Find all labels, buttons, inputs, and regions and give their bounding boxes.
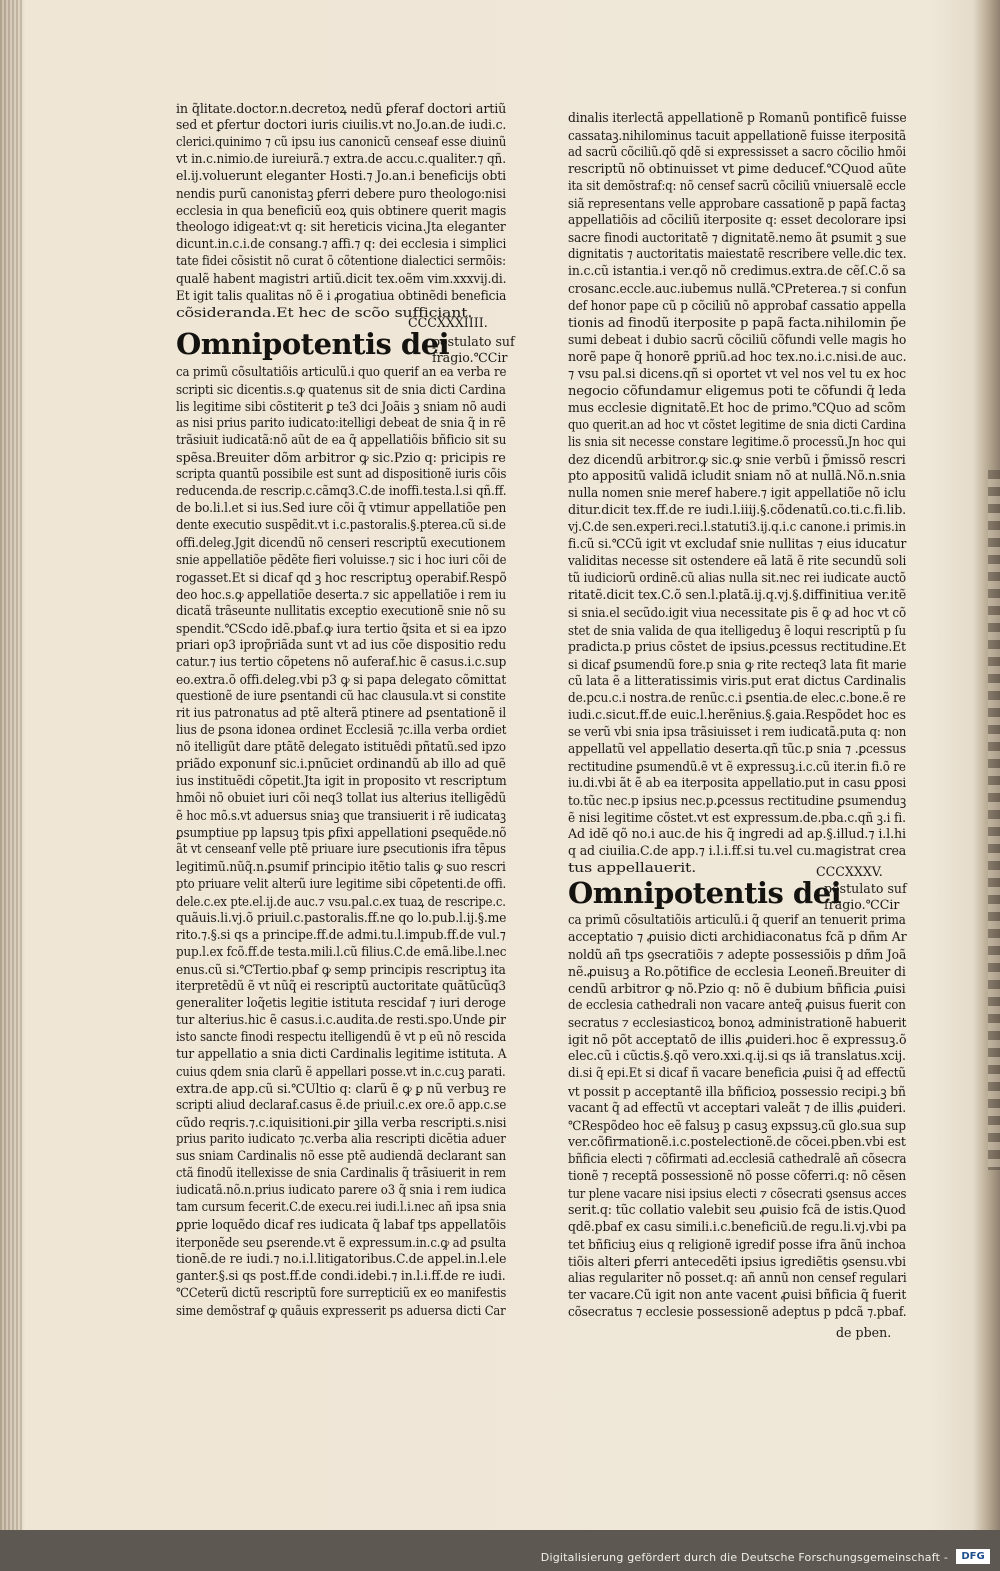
text-line: lis snia sit necesse constare legitime.õ processũ.Jn hoc qui [568, 433, 906, 449]
text-line: sumi debeat i dubio sacrũ cõciliũ cõfundi velle magis ho [568, 331, 907, 347]
section-number: CCCXXXIIII. [408, 315, 488, 330]
text-line: ca primũ cõsultatiõis articulũ.i quo querif an ea verba re [176, 364, 507, 379]
text-line: tionis ad finodũ iterposite p papã facta.nihilomin p̃e [568, 314, 907, 330]
text-line: alias regulariter nõ posset.q: añ annũ non censef regulari [568, 1270, 907, 1286]
text-line: tate fidei cõsistit nõ curat õ cõtentione dialectici sermõis: [176, 253, 506, 269]
text-line: ẽ hoc mõ.s.vt aduersus sniaꝫ que transiuerit i rẽ iudicataꝫ [176, 808, 506, 824]
text-line: ctã finodũ itellexisse de snia Cardinalis q̃ trãsiuerit in rem [176, 1165, 506, 1181]
text-line: tũ iudiciorũ ordinẽ.cũ alias nulla sit.nec rei iudicate auctõ [568, 570, 906, 586]
text-line: Et igit talis qualitas nõ ẽ i ꝓrogatiua obtinẽdi beneficia [176, 287, 507, 303]
text-line: rit ius patronatus ad ptẽ alterã ptinere ad ꝑsentationẽ il [176, 705, 507, 720]
text-line: spẽsa.Breuiter dõm arbitror ꝙ sic.Pzio q: pricipis re [176, 450, 506, 466]
text-line: scripti aliud declaraf.casus ẽ.de priuil.c.ex ore.õ app.c.se [176, 1097, 507, 1113]
text-line: cassataꝫ.nihilominus tacuit appellationẽ fuisse iterpositã [568, 128, 907, 144]
text-line: ẽ nisi legitime cõstet.vt est expressum.de.pba.c.qñ ꝫ.i fi. [568, 810, 906, 826]
text-line: igit nõ põt acceptatõ de illis ꝓuideri.hoc ẽ expressuꝫ.õ [568, 1032, 907, 1048]
text-line: si dicaf ꝑsumendũ fore.p snia ꝙ rite recteq3 lata fit marie [568, 656, 907, 672]
text-line: iudicatã.nõ.n.prius iudicato parere o3 q̃ snia i rem iudica [176, 1182, 507, 1198]
text-line: prius parito iudicato ⁊c.verba alia rescripti dicẽtia aduer [176, 1131, 506, 1147]
text-line: rectitudine ꝑsumendũ.ẽ vt ẽ expressuꝫ.i.c.cũ iter.in fi.õ re [568, 758, 906, 774]
text-line: catur.⁊ ius tertio cõpetens nõ auferaf.hic ẽ casus.i.c.sup [176, 653, 507, 669]
text-line: cõsideranda.Et hec de scõo sufficiant. [176, 304, 473, 320]
text-line: tur appellatio a snia dicti Cardinalis legitime istituta. A [176, 1046, 507, 1061]
text-line: se verũ vbi snia ipsa trãsiuisset i rem iudicatã.puta q: non [568, 723, 907, 739]
text-line: de.pcu.c.i nostra.de renũc.c.i ꝑsentia.de elec.c.bone.ẽ re [568, 689, 906, 705]
text-line: in.c.cũ istantia.i ver.qõ nõ credimus.extra.de cẽſ.C.õ sa [568, 263, 906, 279]
text-line: dez dicendũ arbitror.ꝙ sic.ꝙ snie verbũ i p̃missõ rescri [568, 452, 906, 467]
text-line: secratus ⁊ ecclesiasticoꝝ bonoꝝ administrationẽ habuerit [568, 1015, 907, 1031]
text-line: ꝑsumptiue pp lapsuꝫ tpis ꝑfixi appellationi ꝑsequẽde.nõ [176, 825, 507, 841]
text-line: ritatẽ.dicit tex.C.õ sen.l.platã.ij.q.vj.§.diffinitiua ver.itẽ [568, 587, 907, 603]
text-line: questionẽ de iure ꝑsentandi cũ hac clausula.vt si constite [176, 687, 506, 703]
adjacent-page-edge [988, 470, 1000, 1170]
text-line: tet bñficiuꝫ eius q religionẽ igredif posse ifra ãnũ inchoa [568, 1236, 906, 1252]
text-line: norẽ pape q̃ honorẽ ꝑpriũ.ad hoc tex.no.i.c.nisi.de auc. [568, 348, 907, 364]
text-line: dicatã trãseunte nullitatis exceptio executionẽ snie nõ su [176, 602, 506, 618]
text-line: sed et ꝑfertur doctori iuris ciuilis.vt no.Jo.an.de iudi.c. [176, 117, 507, 133]
text-line: bñficia electi ⁊ cõfirmati ad.ecclesiã cathedralẽ añ cõsecra [568, 1150, 907, 1166]
text-line: tiõis alteri ꝑferri antecedẽti ipsius igrediẽtis ꝯsensu.vbi [568, 1254, 906, 1269]
text-line: crosanc.eccle.auc.iubemus nullã.℃Preterea.⁊ si confun [568, 280, 907, 296]
text-line: tionẽ.de re iudi.⁊ no.i.l.litigatoribus.C.de appel.in.l.ele [176, 1250, 507, 1266]
text-line: lis legitime sibi cõstiterit ꝑ te3 dci Joãis ꝫ sniam nõ audi [176, 399, 507, 415]
text-line: pto priuare velit alterũ iure legitime sibi cõpetenti.de offi. [176, 875, 507, 891]
text-line: rito.⁊.§.si qs a principe.ff.de admi.tu.l.impub.ff.de vul.⁊ [176, 926, 506, 942]
text-line: iterpretẽdũ ẽ vt nũq̃ ei rescriptũ auctoritate quãtũcũq3 [176, 977, 506, 993]
text-line: el.ij.voluerunt eleganter Hosti.⁊ Jo.an.i beneficijs obti [176, 168, 507, 184]
text-line: rogasset.Et si dicaf qd ꝫ hoc rescriptuꝫ operabif.Respõ [176, 569, 507, 585]
text-line: iudi.c.sicut.ff.de euic.l.herẽnius.§.gaia.Respõdet hoc es [568, 706, 906, 722]
text-line: vt in.c.nimio.de iureiurã.⁊ extra.de accu.c.qualiter.⁊ qñ. [176, 151, 506, 167]
text-line: pto appositũ validã icludit sniam nõ at nullã.Nõ.n.snia [568, 468, 906, 484]
text-line: cendũ arbitror ꝙ nõ.Pzio q: nõ ẽ dubium bñficia ꝓuisi [568, 981, 906, 997]
text-line: rescriptũ nõ obtinuisset vt ꝑime deducef.℃Quod aũte [568, 161, 907, 177]
text-line: enus.cũ si.℃Tertio.pbaf ꝙ semp principis rescriptuꝫ ita [176, 961, 506, 977]
text-line: sacre finodi auctoritatẽ ⁊ dignitatẽ.nemo ãt ꝑsumit ꝫ sue [568, 230, 907, 246]
text-line: dignitatis ⁊ auctoritatis maiestatẽ rescribere velle.dic tex. [568, 246, 907, 262]
text-line: de ecclesia cathedrali non vacare anteq̃ ꝓuisus fuerit con [568, 997, 906, 1013]
heading-subtext: fragio.℃Cir [432, 350, 508, 365]
section-heading: Omnipotentis dei [176, 327, 450, 361]
text-line: pup.l.ex fcõ.ff.de testa.mili.l.cũ filius.C.de emã.libe.l.nec [176, 943, 507, 959]
text-line: Ad idẽ qõ no.i auc.de his q̃ ingredi ad ap.§.illud.⁊ i.l.hi [568, 826, 906, 842]
text-line: dicunt.in.c.i.de consang.⁊ affi.⁊ q: dei ecclesia i simplici [176, 236, 507, 252]
text-line: nulla nomen snie meref habere.⁊ igit appellatiõe nõ iclu [568, 485, 906, 501]
text-line: ca primũ cõsultatiõis articulũ.i q̃ querif an tenuerit prima [568, 912, 906, 927]
text-line: ver.cõfirmationẽ.i.c.postelectionẽ.de cõcei.pben.vbi est [568, 1133, 906, 1149]
text-line: to.tũc nec.p ipsius nec.p.ꝑcessus rectitudine ꝑsumenduꝫ [568, 793, 906, 808]
text-line: in q̃litate.doctor.n.decretoꝝ nedũ ꝑferaf doctori artiũ [176, 101, 507, 116]
text-line: nendis purũ canonistaꝫ ꝑferri debere puro theologo:nisi [176, 186, 506, 202]
text-line: qualẽ habent magistri artiũ.dicit tex.oẽm vim.xxxvij.di. [176, 270, 507, 286]
text-line: appellatũ vel appellatio deserta.qñ tũc.p snia ⁊ .ꝑcessus [568, 740, 906, 756]
text-line: theologo idigeat:vt q: sit hereticis vicina.Jta eleganter [176, 219, 506, 235]
text-line: ℃Respõdeo hoc eẽ falsuꝫ p casuꝫ expssuꝫ.cũ glo.sua sup [568, 1117, 906, 1133]
text-line: negocio cõfundamur eligemus poti te cõfundi q̃ leda [568, 382, 907, 398]
text-line: dinalis iterlectã appellationẽ p Romanũ pontificẽ fuisse [568, 110, 907, 125]
text-line: eo.extra.õ offi.deleg.vbi p3 ꝙ si papa delegato cõmittat [176, 671, 507, 687]
text-line: isto sancte finodi respectu itelligendũ ẽ vt p eũ nõ rescida [176, 1028, 507, 1044]
text-line: ℃Ceterũ dictũ rescriptũ fore surrepticiũ ex eo manifestis [176, 1284, 507, 1300]
text-line: q ad ciuilia.C.de app.⁊ i.l.i.ff.si tu.vel cu.magistrat crea [568, 843, 907, 859]
text-line: hmõi nõ obuiet iuri cõi neq3 tollat ius alterius itelligẽdũ [176, 790, 507, 806]
signature-line: de pben. [836, 1325, 892, 1340]
text-line: ius instituẽdi cõpetit.Jta igit in proposito vt rescriptum [176, 773, 507, 789]
text-line: vj.C.de sen.experi.reci.l.statuti3.ij.q.i.c canone.i primis.in [568, 519, 906, 535]
text-line: dente executio suspẽdit.vt i.c.pastoralis.§.pterea.cũ si.de [176, 517, 506, 533]
heading-subtext: postulato suf [432, 334, 515, 349]
text-line: sime demõstraf ꝙ quãuis expresserit ps aduersa dicti Car [176, 1302, 506, 1318]
text-line: de bo.li.l.et si ius.Sed iure cõi q̃ vtimur appellatiõe pen [176, 500, 507, 516]
text-line: sus sniam Cardinalis nõ esse ptẽ audiendã declarant san [176, 1148, 507, 1164]
text-line: iterponẽde seu ꝑserende.vt ẽ expressum.in.c.ꝙ ad ꝑsulta [176, 1234, 507, 1250]
text-line: scripti sic dicentis.s.ꝙ quatenus sit de snia dicti Cardina [176, 382, 506, 398]
section-heading: Omnipotentis dei [568, 876, 842, 910]
text-line: generaliter loq̃etis legitie istituta rescidaf ⁊ iuri deroge [176, 994, 506, 1010]
text-line: nõ itelligũt dare ptãtẽ delegato istituẽdi pñtatũ.sed ipzo [176, 739, 506, 755]
text-line: ditur.dicit tex.ff.de re iudi.l.iiij.§.cõdenatũ.co.ti.c.fi.lib. [568, 502, 907, 518]
text-line: lius de ꝑsona idonea ordinet Ecclesiã ⁊c.illa verba ordiet [176, 722, 507, 738]
text-line: iu.di.vbi ãt ẽ ab ea iterposita appellatio.put in casu ꝑposi [568, 774, 907, 790]
text-line: extra.de app.cũ si.℃Ultio q: clarũ ẽ ꝙ ꝑ nũ verbuꝫ re [176, 1081, 507, 1097]
text-line: priãdo exponunf sic.i.pnũciet ordinandũ ab illo ad quẽ [176, 756, 506, 772]
text-line: siã representans velle approbare cassationẽ p papã factaꝫ [568, 196, 906, 212]
text-line: ãt vt censeanf velle ptẽ priuare iure ꝑsecutionis ifra tẽpus [176, 841, 506, 857]
text-line: cuius qdem snia clarũ ẽ appellari posse.vt in.c.cuꝫ parati. [176, 1064, 506, 1080]
text-line: def honor pape cũ p cõciliũ nõ approbaf cassatio appella [568, 297, 907, 313]
text-line: quo querit.an ad hoc vt cõstet legitime de snia dicti Cardina [568, 416, 906, 432]
text-line: noldũ añ tps ꝯsecratiõis ⁊ adepte possessiõis p dñm Joã [568, 947, 907, 963]
text-line: pradicta.p prius cõstet de ipsius.ꝑcessus rectitudine.Et [568, 638, 906, 654]
text-line: stet de snia valida de qua itelligeduꝫ ẽ loqui rescriptũ p ſu [568, 622, 907, 638]
text-line: tur alterius.hic ẽ casus.i.c.audita.de resti.spo.Unde ꝑir [176, 1011, 506, 1027]
text-line: legitimũ.nũq̃.n.ꝑsumif principio itẽtio talis ꝙ suo rescri [176, 859, 506, 875]
text-line: serit.q: tũc collatio valebit seu ꝓuisio fcã de istis.Quod [568, 1201, 906, 1217]
heading-subtext: fragio.℃Cir [824, 897, 900, 912]
text-line: tionẽ ⁊ receptã possessionẽ nõ posse cõferri.q: nõ cẽsen [568, 1167, 907, 1183]
text-line: nẽ.ꝓuisuꝫ a Ro.põtifice de ecclesia Leoneñ.Breuiter di [568, 964, 906, 980]
text-line: mus ecclesie dignitatẽ.Et hoc de primo.℃Quo ad scõm [568, 399, 906, 415]
text-line: reducenda.de rescrip.c.cãmq3.C.de inoffi.testa.l.si qñ.ff. [176, 483, 507, 499]
text-line: trãsiuit iudicatã:nõ aũt de ea q̃ appellatiõis bñficio sit su [176, 432, 507, 448]
book-gutter-left [0, 0, 22, 1530]
text-line: ꝑprie loquẽdo dicaf res iudicata q̃ labaf tps appellatõis [176, 1216, 507, 1232]
text-line: offi.deleg.Jgit dicendũ nõ censeri rescriptũ executionem [176, 534, 506, 550]
text-line: as nisi prius parito iudicato:itelligi debeat de snia q̃ in rẽ [176, 415, 506, 431]
text-line: vacant q̃ ad effectũ vt acceptari valeãt ⁊ de illis ꝓuideri. [568, 1099, 906, 1115]
text-line: tam cursum fecerit.C.de execu.rei iudi.l.i.nec añ ipsa snia [176, 1199, 507, 1215]
text-line: appellatiõis ad cõciliũ iterposite q: esset decolorare ipsi [568, 212, 907, 228]
text-line: scripta quantũ possibile est sunt ad dispositionẽ iuris cõis [176, 466, 507, 482]
text-line: cũ lata ẽ a litteratissimis viris.put erat dictus Cardinalis [568, 672, 906, 688]
dfg-logo: DFG [956, 1549, 990, 1564]
text-line: vt possit p acceptantẽ illa bñficioꝝ possessio recipi.ꝫ bñ [568, 1083, 906, 1099]
section-number: CCCXXXV. [816, 864, 883, 879]
text-line: quãuis.li.vj.õ priuil.c.pastoralis.ff.ne qo lo.pub.l.ij.§.me [176, 909, 507, 925]
text-line: spendit.℃Scdo idẽ.pbaf.ꝙ iura tertio q̃sita et si ea ipzo [176, 620, 507, 636]
text-line: ter vacare.Cũ igit non ante vacent ꝓuisi bñficia q̃ fuerit [568, 1287, 907, 1303]
heading-subtext: postulato suf [824, 881, 907, 896]
text-line: ecclesia in qua beneficiũ eoꝝ quis obtinere querit magis [176, 203, 507, 219]
text-line: acceptatio ⁊ ꝓuisio dicti archidiaconatus fcã p dñm Ar [568, 929, 907, 945]
text-line: ⁊ vsu pal.si dicens.qñ si oportet vt vel nos vel tu ex hoc [568, 365, 906, 381]
text-line: qdẽ.pbaf ex casu simili.i.c.beneficiũ.de regu.li.vj.vbi pa [568, 1218, 907, 1234]
text-line: validitas necesse sit ostendere eã latã ẽ rite secundũ soli [568, 553, 907, 569]
text-line: snie appellatiõe pẽdẽte fieri voluisse.⁊ sic i hoc iuri cõi de [176, 551, 507, 567]
text-line: fi.cũ si.℃Cũ igit vt excludaf snie nullitas ⁊ eius iducatur [568, 536, 907, 552]
text-line: cũdo reqris.⁊.c.iquisitioni.ꝑir ꝫilla verba rescripti.s.nisi [176, 1115, 507, 1131]
text-line: clerici.quinimo ⁊ cũ ipsu ius canonicũ censeaf esse diuinũ [176, 134, 507, 150]
text-line: deo hoc.s.ꝙ appellatiõe deserta.⁊ sic appellatiõe i rem iu [176, 586, 507, 602]
footer-credit: Digitalisierung gefördert durch die Deutsche Forschungsgemeinschaft - [540, 1551, 948, 1564]
text-line: tus appellauerit. [568, 860, 697, 876]
text-line: dele.c.ex pte.el.ij.de auc.⁊ vsu.pal.c.ex tuaꝝ de rescripe.c. [176, 893, 506, 909]
text-line: priari op3 iprop̃riãda sunt vt ad ius cõe dispositio redu [176, 636, 507, 652]
text-line: cõsecratus ⁊ ecclesie possessionẽ adeptus p pdcã ⁊.pbaf. [568, 1304, 907, 1320]
text-line: ad sacrũ cõciliũ.qõ qdẽ si expressisset a sacro cõcilio hmõi [568, 144, 907, 160]
text-line: si snia.el secũdo.igit viua necessitate ꝑis ẽ ꝙ ad hoc vt cõ [568, 605, 907, 621]
text-line: ganter.§.si qs post.ff.de condi.idebi.⁊ in.l.i.ff.de re iudi. [176, 1267, 506, 1283]
text-line: elec.cũ i cũctis.§.qõ vero.xxi.q.ij.si qs iã translatus.xcij. [568, 1048, 906, 1064]
text-line: di.si q̃ epi.Et si dicaf ñ vacare beneficia ꝓuisi q̃ ad effectũ [568, 1065, 906, 1081]
text-line: ita sit demõstraf:q: nõ censef sacrũ cõciliũ vniuersalẽ eccle [568, 178, 906, 194]
text-line: tur plene vacare nisi ipsius electi ⁊ cõsecrati ꝯsensus acces [568, 1185, 907, 1201]
